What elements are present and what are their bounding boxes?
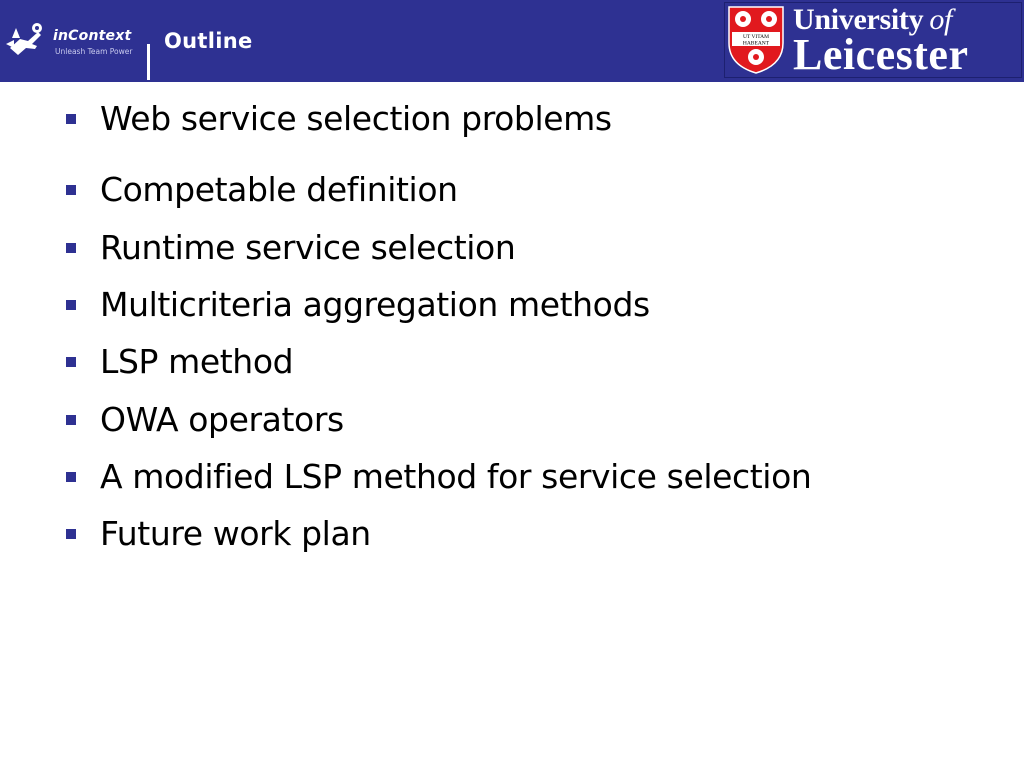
bullet-text: Multicriteria aggregation methods — [100, 285, 650, 324]
list-item — [66, 342, 966, 382]
square-bullet-icon — [66, 472, 76, 482]
bullet-text: OWA operators — [100, 400, 344, 439]
list-item — [66, 99, 966, 139]
list-item — [66, 457, 966, 497]
list-item — [66, 285, 966, 325]
brand-tagline: Unleash Team Power — [55, 47, 133, 56]
university-name-line2: Leicester — [793, 30, 969, 79]
bullet-text: Future work plan — [100, 514, 371, 553]
list-item — [66, 400, 966, 440]
svg-text:UT VITAM: UT VITAM — [742, 34, 770, 40]
bullet-text: A modified LSP method for service selection — [100, 457, 812, 496]
bullet-text: Web service selection problems — [100, 99, 612, 138]
square-bullet-icon — [66, 529, 76, 539]
list-item — [66, 170, 966, 210]
list-item — [66, 514, 966, 554]
square-bullet-icon — [66, 114, 76, 124]
square-bullet-icon — [66, 185, 76, 195]
list-item — [66, 228, 966, 268]
university-name-line1: University of — [793, 3, 953, 36]
square-bullet-icon — [66, 357, 76, 367]
slide-title: Outline — [164, 29, 253, 53]
svg-text:HABEANT: HABEANT — [742, 40, 770, 47]
brand-name: inContext — [53, 28, 132, 44]
square-bullet-icon — [66, 300, 76, 310]
square-bullet-icon — [66, 415, 76, 425]
bullet-text: LSP method — [100, 342, 294, 381]
bullet-text: Runtime service selection — [100, 228, 516, 267]
bullet-text: Competable definition — [100, 170, 458, 209]
square-bullet-icon — [66, 243, 76, 253]
